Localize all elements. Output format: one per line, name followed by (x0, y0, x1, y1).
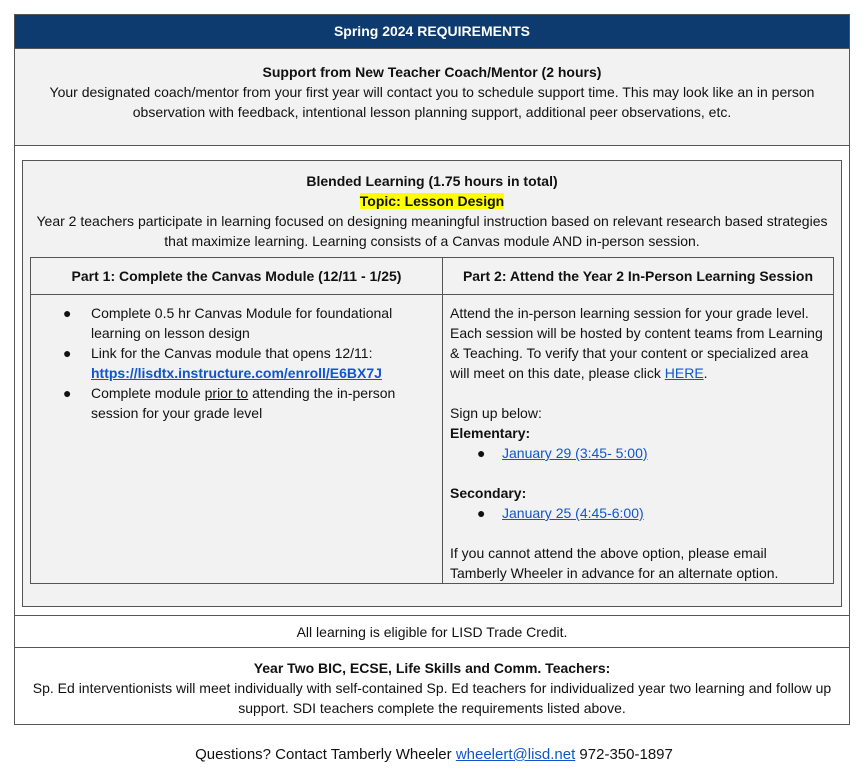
requirements-document (14, 14, 850, 725)
part2-header: Part 2: Attend the Year 2 In-Person Learning Session (443, 258, 834, 295)
blended-title: Blended Learning (1.75 hours in total) (306, 173, 558, 189)
secondary-list (450, 503, 827, 523)
list-item (450, 503, 827, 523)
bullet-icon: ● (477, 505, 486, 521)
elementary-date-link[interactable]: January 29 (3:45- 5:00) (502, 445, 648, 461)
elementary-list (450, 443, 827, 463)
part2-intro-end: . (703, 365, 708, 381)
elementary-label: Elementary: (450, 425, 531, 441)
blended-learning-header (30, 161, 834, 257)
email-link[interactable]: wheelert@lisd.net (455, 746, 576, 763)
part1-cell (31, 295, 443, 584)
support-section (15, 49, 849, 146)
year-two-section (15, 648, 849, 724)
list-item-text: Link for the Canvas module that opens 12/11: (91, 345, 373, 361)
list-item (41, 343, 432, 383)
part1-list (41, 303, 432, 423)
list-item (41, 303, 432, 343)
canvas-module-link[interactable]: https://lisdtx.instructure.com/enroll/E6BX7J (91, 365, 382, 381)
bullet-icon: ● (477, 445, 486, 461)
year-two-body: Sp. Ed interventionists will meet individually with self-contained Sp. Ed teachers for individualized year two learning and follow up support. SDI teachers complete the requirements listed above. (32, 680, 832, 716)
part1-header: Part 1: Complete the Canvas Module (12/11 - 1/25) (31, 258, 443, 295)
list-item (450, 443, 827, 463)
blended-learning-section (22, 160, 842, 607)
bullet-icon: ● (63, 385, 72, 401)
secondary-label: Secondary: (450, 485, 527, 501)
alternate-option-text: If you cannot attend the above option, please email Tamberly Wheeler in advance for an alternate option. (450, 545, 779, 581)
blended-body: Year 2 teachers participate in learning focused on designing meaningful instruction based on relevant research based strategies that maximize learning. Learning consists of a Canvas module AND in-person session. (36, 213, 828, 249)
part2-intro (450, 303, 827, 383)
part2-intro-text: Attend the in-person learning session for your grade level. Each session will be hosted by content teams from Learning & Teaching. To verify that your content or specialized area will meet on this date, please click (450, 305, 823, 381)
topic-highlight: Topic: Lesson Design (359, 193, 505, 209)
bullet-icon: ● (63, 305, 72, 321)
list-item-text: attending the in-person session for your grade level (91, 385, 396, 421)
here-link[interactable]: HERE (664, 365, 704, 381)
phone-number: 972-350-1897 (575, 746, 673, 763)
signup-label: Sign up below: (450, 405, 542, 421)
parts-table (30, 257, 834, 584)
list-item-text: Complete 0.5 hr Canvas Module for foundational learning on lesson design (91, 305, 393, 341)
divider (15, 607, 849, 616)
support-body: Your designated coach/mentor from your first year will contact you to schedule support time. This may look like an in person observation with feedback, intentional lesson planning support, additional peer observations, etc. (49, 84, 815, 120)
page-title: Spring 2024 REQUIREMENTS (15, 15, 849, 49)
secondary-date-link[interactable]: January 25 (4:45-6:00) (502, 505, 644, 521)
support-title: Support from New Teacher Coach/Mentor (2 hours) (262, 64, 602, 80)
footer-contact (0, 746, 868, 763)
underlined-text: prior to (204, 385, 249, 401)
trade-credit-note: All learning is eligible for LISD Trade Credit. (15, 616, 849, 648)
part2-cell (443, 295, 834, 584)
list-item (41, 383, 432, 423)
bullet-icon: ● (63, 345, 72, 361)
list-item-text: Complete module (91, 385, 205, 401)
footer-text: Questions? Contact Tamberly Wheeler (195, 746, 456, 763)
year-two-title: Year Two BIC, ECSE, Life Skills and Comm. Teachers: (253, 660, 611, 676)
